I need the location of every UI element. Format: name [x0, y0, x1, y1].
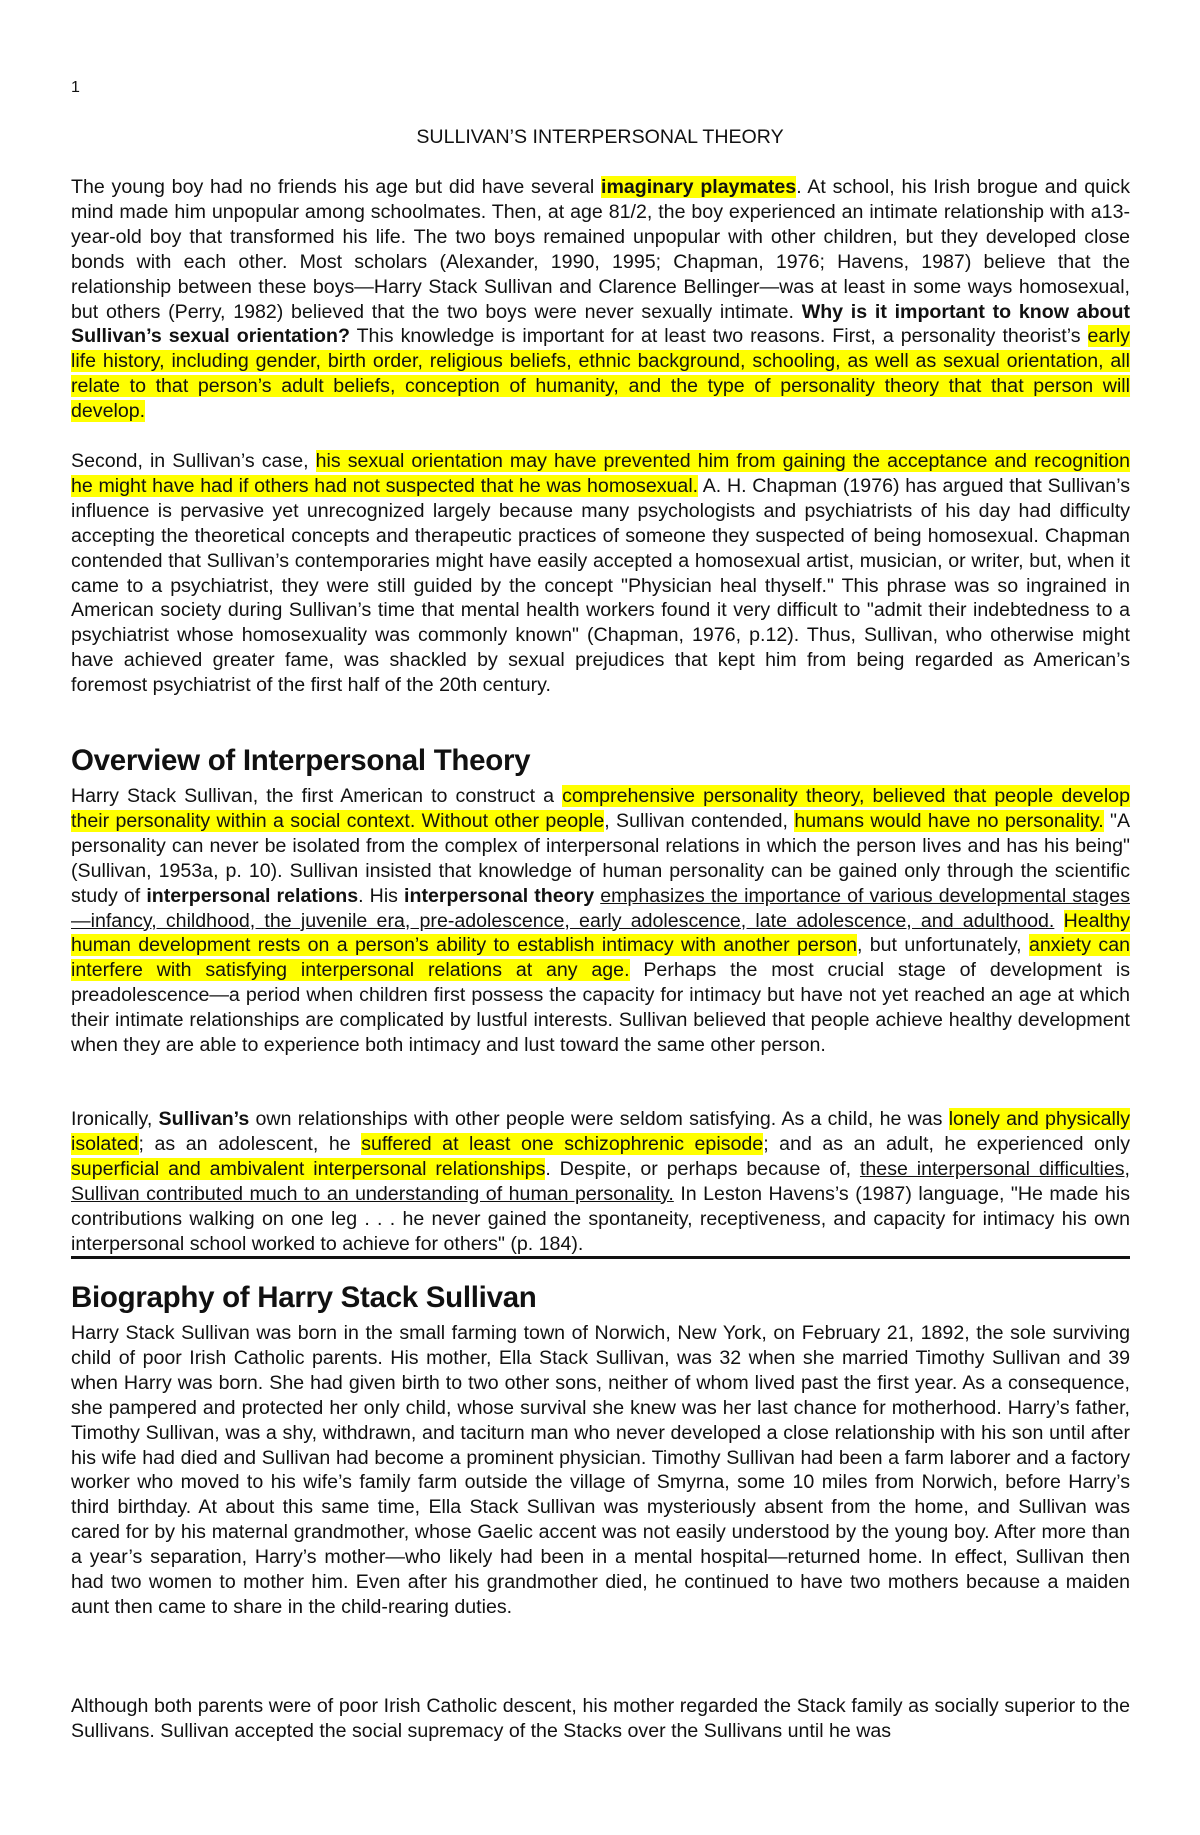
- bold-interpersonal-theory: interpersonal theory: [404, 884, 595, 907]
- highlight-anxiety: anxiety can interfere with satisfying interpersonal relations at any age.: [71, 934, 1130, 982]
- highlight-early-life-history: early life history, including gender, birth order, religious beliefs, ethnic background, schooling, as well as sexual orientation, all relate to that person’s adult beliefs, conception of humanity, and the type of personality theory that that person will develop.: [71, 325, 1130, 423]
- text-run: . Despite, or perhaps because of,: [545, 1157, 860, 1180]
- highlight-no-personality: humans would have no personality.: [794, 809, 1104, 832]
- text-run: own relationships with other people were seldom satisfying. As a child, he was: [249, 1108, 949, 1130]
- biography-heading: Biography of Harry Stack Sullivan: [71, 1281, 537, 1314]
- highlight-lonely-isolated: lonely and physically isolated: [71, 1108, 1130, 1155]
- text-run: ; and as an adult, he experienced only: [763, 1132, 1130, 1155]
- text-run: . His: [358, 884, 405, 907]
- text-run: [1054, 910, 1063, 932]
- bold-sullivans: Sullivan’s: [158, 1108, 250, 1130]
- overview-paragraph-1: [71, 784, 1130, 1058]
- text-run: , Sullivan contended,: [604, 809, 795, 832]
- document-title: SULLIVAN’S INTERPERSONAL THEORY: [416, 126, 784, 148]
- highlight-sexual-orientation: his sexual orientation may have prevented him from gaining the acceptance and recognition he might have had if others had not suspected that he was homosexual.: [71, 450, 1130, 497]
- text-run: Ironically,: [71, 1108, 159, 1130]
- highlight-imaginary-playmates: imaginary playmates: [601, 176, 797, 198]
- highlight-comprehensive-theory: comprehensive personality theory, believed that people develop their personality within a social context. Without other people: [71, 785, 1130, 832]
- page-number: 1: [71, 79, 80, 96]
- overview-heading: Overview of Interpersonal Theory: [71, 744, 531, 777]
- biography-paragraph-1: Harry Stack Sullivan was born in the small farming town of Norwich, New York, on February 21, 1892, the sole surviving child of poor Irish Catholic parents. His mother, Ella Stack Sullivan, was 32 when she married Timothy Sullivan and 39 when Harry was born. She had given birth to two other sons, neither of whom lived past the first year. As a consequence, she pampered and protected her only child, whose survival she knew was her last chance for motherhood. Harry’s father, Timothy Sullivan, was a shy, withdrawn, and taciturn man who never developed a close relationship with his son until after his wife had died and Sullivan had become a prominent physician. Timothy Sullivan had been a farm laborer and a factory worker who moved to his wife’s family farm outside the village of Smyrna, some 10 miles from Norwich, before Harry’s third birthday. At about this same time, Ella Stack Sullivan was mysteriously absent from the home, and Sullivan was cared for by his maternal grandmother, whose Gaelic accent was not easily understood by the young boy. After more than a year’s separation, Harry’s mother—who likely had been in a mental hospital—returned home. In effect, Sullivan then had two women to mother him. Even after his grandmother died, he continued to have two mothers because a maiden aunt then came to share in the child-rearing duties.: [71, 1322, 1130, 1618]
- text-run: Harry Stack Sullivan, the first American to construct a: [71, 785, 563, 807]
- bold-interpersonal-relations: interpersonal relations: [146, 884, 359, 907]
- text-run: The young boy had no friends his age but did have several: [71, 176, 601, 198]
- underline-contributions: these interpersonal difficulties, Sullivan contributed much to an understanding of human personality.: [71, 1157, 1130, 1205]
- text-run: ; as an adolescent, he: [138, 1132, 362, 1155]
- intro-paragraph-2: [71, 449, 1130, 698]
- text-run: Second, in Sullivan’s case,: [71, 450, 316, 472]
- highlight-healthy-development: Healthy human development rests on a person’s ability to establish intimacy with another person: [71, 909, 1130, 957]
- text-run: "A personality can never be isolated from the complex of interpersonal relations in which the person lives and has his being" (Sullivan, 1953a, p. 10). Sullivan insisted that knowledge of human personality can be gained only through the scientific study of: [71, 809, 1131, 907]
- section-divider: [71, 1256, 1130, 1259]
- text-run: A. H. Chapman (1976) has argued that Sullivan’s influence is pervasive yet unrecognized largely because many psychologists and psychiatrists of his day had difficulty accepting the theoretical concepts and therapeutic practices of someone they suspected of being homosexual. Chapman contended that Sullivan’s contemporaries might have easily accepted a homosexual artist, musician, or writer, but, when it came to a psychiatrist, they were still guided by the concept "Physician heal thyself." This phrase was so ingrained in American society during Sullivan’s time that mental health workers found it very difficult to "admit their indebtedness to a psychiatrist whose homosexuality was commonly known" (Chapman, 1976, p.12). Thus, Sullivan, who otherwise might have achieved greater fame, was shackled by sexual prejudices that kept him from being regarded as American’s foremost psychiatrist of the first half of the 20th century.: [71, 474, 1130, 697]
- text-run: . At school, his Irish brogue and quick mind made him unpopular among schoolmates. Then, at age 81/2, the boy experienced an intimate relationship with a13-year-old boy that transformed his life. The two boys remained unpopular with other children, but they developed close bonds with each other. Most scholars (Alexander, 1990, 1995; Chapman, 1976; Havens, 1987) believe that the relationship between these boys—Harry Stack Sullivan and Clarence Bellinger—was at least in some ways homosexual, but others (Perry, 1982) believed that the two boys were never sexually intimate.: [71, 176, 1131, 323]
- biography-paragraph-2: Although both parents were of poor Irish Catholic descent, his mother regarded the Stack family as socially superior to the Sullivans. Sullivan accepted the social supremacy of the Stacks over the Sullivans until he was: [71, 1695, 1130, 1742]
- intro-paragraph-1: [71, 175, 1130, 424]
- highlight-superficial-relationships: superficial and ambivalent interpersonal relationships: [71, 1157, 546, 1180]
- highlight-schizophrenic-episode: suffered at least one schizophrenic episode: [361, 1132, 764, 1155]
- text-run: In Leston Havens’s (1987) language, "He made his contributions walking on one leg . . . he never gained the spontaneity, receptiveness, and capacity for intimacy his own interpersonal school worked to achieve for others" (p. 184).: [71, 1182, 1130, 1255]
- bold-question: Why is it important to know about Sullivan’s sexual orientation?: [71, 300, 1130, 348]
- text-run: This knowledge is important for at least two reasons. First, a personality theorist’s: [349, 325, 1088, 348]
- underline-developmental-stages: emphasizes the importance of various developmental stages—infancy, childhood, the juvenile era, pre-adolescence, early adolescence, late adolescence, and adulthood.: [71, 884, 1130, 932]
- text-run: Perhaps the most crucial stage of development is preadolescence—a period when children first possess the capacity for intimacy but have not yet reached an age at which their intimate relationships are complicated by lustful interests. Sullivan believed that people achieve healthy development when they are able to experience both intimacy and lust toward the same other person.: [71, 959, 1130, 1057]
- text-run: , but unfortunately,: [856, 934, 1029, 957]
- overview-paragraph-2: [71, 1107, 1130, 1256]
